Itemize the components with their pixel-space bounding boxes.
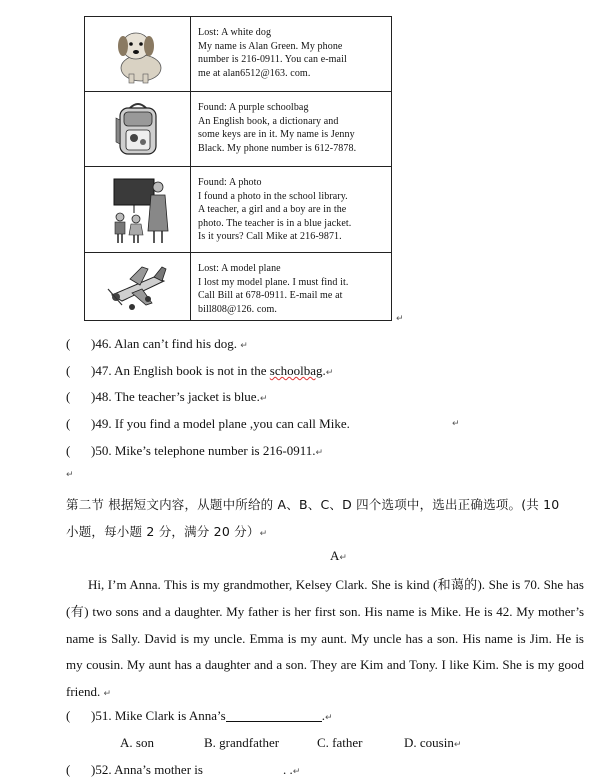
notice-text: Lost: A model plane I lost my model plane. I must find it. Call Bill at 678-0911. E-mail me at bill808@126. com.	[191, 253, 391, 321]
model-plane-icon	[102, 259, 174, 315]
option-d: D. cousin	[404, 735, 454, 750]
question-46: ( )46. Alan can’t find his dog. ↵	[66, 336, 248, 351]
notice-heading: Found: A purple schoolbag	[198, 102, 309, 113]
notice-text: Found: A photo I found a photo in the school library. A teacher, a girl and a boy are in the photo. The teacher is in a blue jacket. Is it yours? Call Mike at 216-9871.	[191, 167, 391, 252]
question-number: )49.	[91, 416, 112, 431]
notice-row-dog	[85, 17, 391, 92]
question-number: )48.	[91, 389, 112, 404]
option-b: B. grandfather	[204, 735, 280, 750]
paragraph-mark: ↵	[396, 314, 404, 324]
schoolbag-picture	[85, 92, 191, 166]
section-instructions: 第二节 根据短文内容，从题中所给的 A、B、C、D 四个选项中，选出正确选项。(共 10	[66, 497, 560, 512]
option-c: C. father	[317, 735, 363, 750]
notice-table	[84, 16, 392, 321]
notice-row-model-plane	[85, 253, 391, 321]
notice-heading: Found: A photo	[198, 177, 262, 188]
notice-heading: Lost: A white dog	[198, 27, 272, 38]
dog-icon	[103, 24, 173, 84]
dog-picture	[85, 17, 191, 91]
question-number: )52.	[91, 762, 112, 777]
question-number: )50.	[91, 443, 112, 458]
spellcheck-word: schoolbag	[269, 363, 323, 378]
passage-text: Hi, I’m Anna. This is my grandmother, Kelsey Clark. She is kind (和蔼的). She is 70. She has (有) two sons and a daughter. My father is her first son. His name is Mike. He is 42. My mother’s name is Sally. David is my uncle. Emma is my aunt. My uncle has a son. His name is Jim. He is my cousin. My aunt has a daughter and a son. They are Kim and Tony. I like Kim. She is my good friend. ↵	[66, 577, 584, 700]
photo-picture	[85, 167, 191, 252]
question-48: ( )48. The teacher’s jacket is blue.↵	[66, 389, 268, 404]
notice-text: Found: A purple schoolbag An English book, a dictionary and some keys are in it. My name is Jenny Black. My phone number is 612-7878.	[191, 92, 391, 166]
notice-text: Lost: A white dog My name is Alan Green. My phone number is 216-0911. You can e-mail me at alan6512@163. com.	[191, 17, 391, 91]
question-51-options: A. son B. grandfather C. father D. cousin↵	[120, 735, 462, 750]
paragraph-mark: ↵	[66, 470, 74, 480]
passage-title: A↵	[330, 548, 347, 563]
question-50: ( )50. Mike’s telephone number is 216-0911.↵	[66, 443, 324, 458]
question-52: ( )52. Anna’s mother is . .↵	[66, 762, 301, 777]
photo-icon	[96, 173, 180, 247]
notice-heading: Lost: A model plane	[198, 263, 281, 274]
question-number: )51.	[91, 708, 112, 723]
schoolbag-icon	[108, 98, 168, 160]
question-49: ( )49. If you find a model plane ,you can call Mike.	[66, 416, 350, 431]
answer-blank	[203, 764, 283, 776]
question-number: )46.	[91, 336, 112, 351]
option-a: A. son	[120, 735, 154, 750]
model-plane-picture	[85, 253, 191, 321]
question-51: ( )51. Mike Clark is Anna’s .↵	[66, 708, 333, 723]
notice-row-photo	[85, 167, 391, 253]
question-47: ( )47. An English book is not in the schoolbag.↵	[66, 363, 334, 378]
paragraph-mark: ↵	[452, 419, 460, 429]
question-number: )47.	[91, 363, 112, 378]
answer-blank	[226, 709, 322, 722]
section-instructions-line2: 小题，每小题 2 分，满分 20 分）↵	[66, 524, 268, 539]
notice-row-schoolbag	[85, 92, 391, 167]
